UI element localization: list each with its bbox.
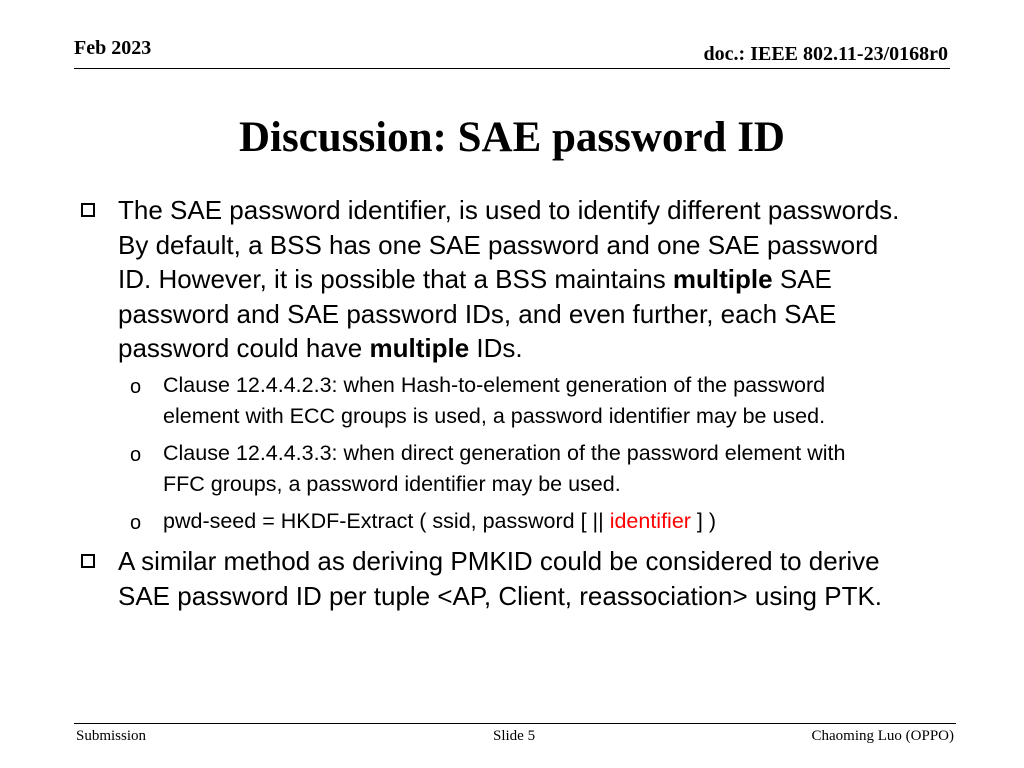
header-date: Feb 2023	[74, 37, 152, 59]
square-bullet-icon	[81, 554, 95, 568]
sub-bullet-2	[163, 438, 983, 500]
footer-author: Chaoming Luo (OPPO)	[811, 728, 954, 744]
bullet-1-line-3	[118, 262, 988, 297]
bullet-2-line-2: SAE password ID per tuple <AP, Client, reassociation> using PTK.	[118, 580, 883, 611]
bullet-1-text	[118, 193, 988, 366]
bullet-2-text	[118, 544, 988, 613]
header-divider	[74, 68, 950, 69]
sub-bullet-3	[163, 506, 983, 537]
circle-bullet-icon: o	[130, 444, 142, 466]
identifier-highlight: identifier	[609, 509, 691, 533]
bold-multiple: multiple	[369, 333, 470, 363]
bullet-1-line-3-text: ID. However, it is possible that a BSS maintains	[118, 264, 673, 294]
sub-bullet-2-line-2: FFC groups, a password identifier may be used.	[163, 472, 621, 496]
bullet-1-line-2: By default, a BSS has one SAE password and one SAE password	[118, 229, 879, 260]
bullet-1-line-4: password and SAE password IDs, and even further, each SAE	[118, 298, 837, 329]
bullet-2-line-1: A similar method as deriving PMKID could be considered to derive	[118, 546, 880, 576]
sub-bullet-2-line-1: Clause 12.4.4.3.3: when direct generation of the password element with	[163, 441, 846, 465]
header-doc-id: doc.: IEEE 802.11-23/0168r0	[703, 43, 948, 65]
bullet-1-line-3-tail: SAE	[772, 264, 832, 294]
sub-bullet-1-line-2: element with ECC groups is used, a password identifier may be used.	[163, 404, 826, 428]
footer-divider	[74, 723, 956, 724]
sub-bullet-1-line-1: Clause 12.4.4.2.3: when Hash-to-element generation of the password	[163, 373, 826, 397]
bullet-1-line-5-text: password could have	[118, 333, 370, 363]
circle-bullet-icon: o	[130, 512, 142, 534]
slide-title: Discussion: SAE password ID	[238, 114, 785, 161]
footer-submission: Submission	[76, 728, 147, 744]
bold-multiple: multiple	[672, 264, 773, 294]
bullet-1-line-5-tail: IDs.	[469, 333, 523, 363]
sub-bullet-3-tail: ] )	[690, 509, 717, 533]
bullet-1-line-1: The SAE password identifier, is used to identify different passwords.	[118, 195, 900, 225]
bullet-1-line-5	[118, 331, 988, 366]
circle-bullet-icon: o	[130, 376, 142, 398]
sub-bullet-1	[163, 370, 983, 432]
sub-bullet-3-text: pwd-seed = HKDF-Extract ( ssid, password [ ||	[163, 509, 610, 533]
square-bullet-icon	[81, 203, 95, 217]
footer-slide-number: Slide 5	[493, 728, 536, 744]
